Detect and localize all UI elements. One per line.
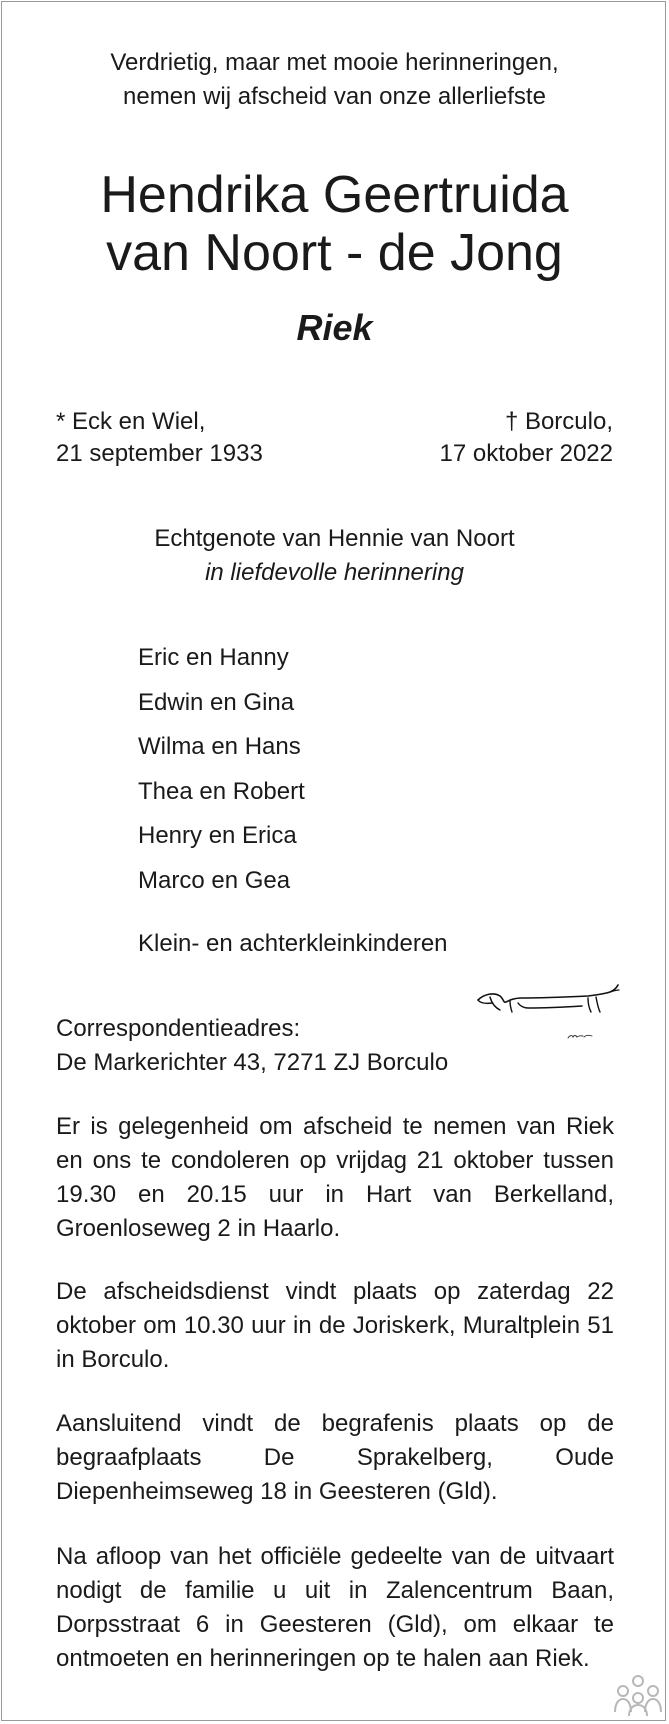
opening-line-2: nemen wij afscheid van onze allerliefste [123,83,546,110]
memory-line: in liefdevolle herinnering [205,559,464,586]
paragraph-farewell: Er is gelegenheid om afscheid te nemen van Riek en ons te condoleren op vrijdag 21 oktober tussen 19.30 en 20.15 uur in Hart van Berkelland, Groenloseweg 2 in Haarlo. [56,1113,614,1242]
spouse-block [0,522,669,590]
opening-text [0,46,669,114]
deceased-name [0,166,669,282]
correspondence-value: De Markerichter 43, 7271 ZJ Borculo [56,1049,449,1076]
correspondence-address [56,1012,448,1080]
paragraph-burial: Aansluitend vindt de begrafenis plaats op de begraafplaats De Sprakelberg, Oude Diepenheimseweg 18 in Geesteren (Gld). [56,1410,614,1505]
death-place: † Borculo, [504,408,613,435]
list-item: Eric en Hanny [138,644,289,671]
death-info [440,406,613,470]
list-item: Edwin en Gina [138,688,295,716]
paragraph-service: De afscheidsdienst vindt plaats op zaterdag 22 oktober om 10.30 uur in de Joriskerk, Muraltplein 51 in Borculo. [56,1278,614,1373]
paragraph-reception: Na afloop van het officiële gedeelte van de uitvaart nodigt de familie u uit in Zalencentrum Baan, Dorpsstraat 6 in Geesteren (Gld), om elkaar te ontmoeten en herinneringen op te halen aan Riek. [56,1543,614,1672]
birth-info [56,406,263,470]
grandchildren-line: Klein- en achterkleinkinderen [138,930,448,957]
correspondence-label: Correspondentieadres: [56,1015,301,1042]
dachshund-line-drawing-icon [470,972,620,1042]
opening-line-1: Verdrietig, maar met mooie herinneringen, [110,49,559,76]
name-line-2: van Noort - de Jong [106,224,563,282]
nickname: Riek [296,307,373,348]
people-group-icon [614,1674,662,1718]
list-item: Wilma en Hans [138,733,301,761]
children-list [138,636,305,904]
birth-place: * Eck en Wiel, [56,408,206,435]
list-item: Thea en Robert [138,777,305,805]
name-line-1: Hendrika Geertruida [100,166,569,224]
birth-date: 21 september 1933 [56,440,263,467]
death-date: 17 oktober 2022 [439,440,613,467]
spouse-line: Echtgenote van Hennie van Noort [154,525,515,552]
list-item: Marco en Gea [138,866,291,894]
list-item: Henry en Erica [138,822,297,850]
